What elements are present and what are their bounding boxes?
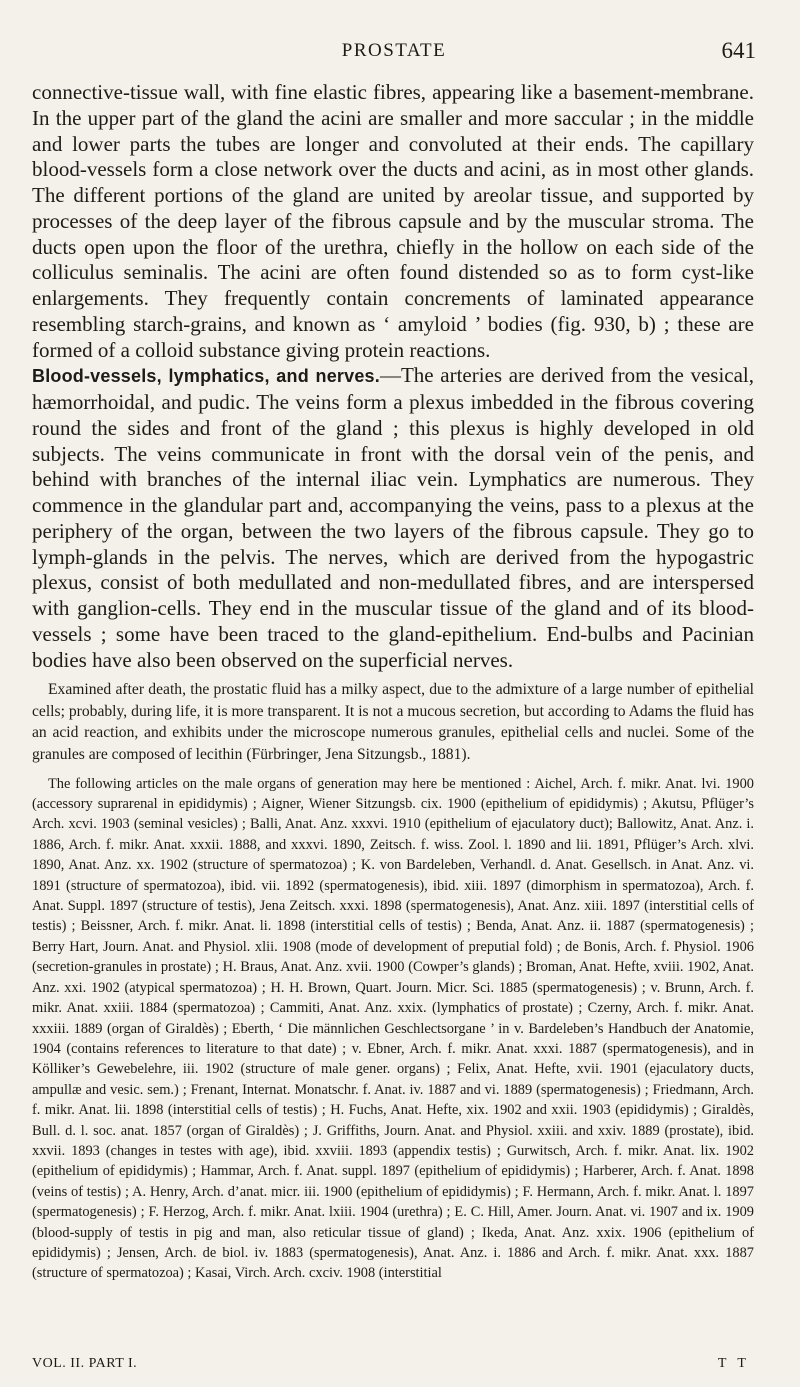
section-heading-vessels: Blood-vessels, lymphatics, and nerves. bbox=[32, 366, 380, 387]
body-paragraph-vessels bbox=[32, 363, 754, 673]
page-number: 641 bbox=[721, 38, 756, 63]
page-header bbox=[32, 38, 756, 68]
signature-mark: T T bbox=[717, 1356, 750, 1371]
vessels-text: —The arteries are derived from the vesical, hæmorrhoidal, and pudic. The veins form a plexus imbedded in the fibrous covering round the sides and front of the gland ; this plexus is highly developed in old subjects. The veins communicate in front with the dorsal vein of the penis, and behind with branches of the internal iliac vein. Lymphatics are numerous. They commence in the glandular part and, accompanying the veins, pass to a plexus at the periphery of the organ, between the two layers of the fibrous capsule. They go to lymph-glands in the pelvis. The nerves, which are derived from the hypogastric plexus, consist of both medullated and non-medullated fibres, and are interspersed with ganglion-cells. They end in the muscular tissue of the gland and of its blood-vessels ; some have been traced to the gland-epithelium. End-bulbs and Pacinian bodies have also been observed on the superficial nerves. bbox=[32, 363, 754, 672]
small-print-paragraph: Examined after death, the prostatic fluid has a milky aspect, due to the admixture of a large number of epithelial cells; probably, during life, it is more transparent. It is not a mucous secretion, but according to Adams the fluid has an acid reaction, and exhibits under the microscope numerous granules, epithelial cells and nuclei. Some of the granules are composed of lecithin (Fürbringer, Jena Sitzungsb., 1881). bbox=[32, 681, 754, 764]
volume-label: VOL. II. PART I. bbox=[32, 1356, 138, 1371]
running-head: PROSTATE bbox=[341, 40, 447, 61]
page-content bbox=[32, 80, 754, 1284]
page-footer bbox=[32, 1356, 756, 1378]
body-paragraph-structure: connective-tissue wall, with fine elastic fibres, appearing like a basement-membrane. In the upper part of the gland the acini are smaller and more saccular ; in the middle and lower parts the tubes are longer and convoluted at their ends. The capillary blood-vessels form a close network over the ducts and acini, as in most other glands. The different portions of the gland are united by areolar tissue, and supported by processes of the deep layer of the fibrous capsule and by the muscular stroma. The ducts open upon the floor of the urethra, chiefly in the hollow on each side of the colliculus seminalis. The acini are often found distended so as to form cyst-like enlargements. They frequently contain concrements of laminated appearance resembling starch-grains, and known as ‘ amyloid ’ bodies (fig. 930, b) ; these are formed of a colloid substance giving protein reactions. bbox=[32, 80, 754, 362]
references-paragraph: The following articles on the male organs of generation may here be mentioned : Aichel, Arch. f. mikr. Anat. lvi. 1900 (accessory suprarenal in epididymis) ; Aigner, Wiener Sitzungsb. cix. 1900 (epithelium of epididymis) ; Akutsu, Pflüger’s Arch. xcvi. 1903 (seminal vesicles) ; Balli, Anat. Anz. xxxvi. 1910 (epithelium of ejaculatory duct); Ballowitz, Anat. Anz. i. 1886, Arch. f. mikr. Anat. xxxii. 1888, and xxxvi. 1890, Zeitsch. f. wiss. Zool. l. 1890 and lii. 1891, Pflüger’s Arch. xlvi. 1890, Anat. Anz. xx. 1902 (structure of spermatozoa) ; K. von Bardeleben, Verhandl. d. Anat. Gesellsch. in Anat. Anz. vi. 1891 (structure of spermatozoa), ibid. vii. 1892 (spermatogenesis), ibid. xiii. 1897 (dimorphism in spermatozoa), Arch. f. Anat. Suppl. 1897 (structure of testis), Jena Zeitsch. xxxi. 1898 (spermatogenesis), Anat. Anz. xiii. 1897 (interstitial cells of testis) ; Beissner, Arch. f. mikr. Anat. li. 1898 (interstitial cells of testis) ; Benda, Anat. Anz. ii. 1887 (spermatogenesis) ; Berry Hart, Journ. Anat. and Physiol. xlii. 1908 (mode of development of preputial fold) ; de Bonis, Arch. f. Physiol. 1906 (secretion-granules in prostate) ; H. Braus, Anat. Anz. xvii. 1900 (Cowper’s glands) ; Broman, Anat. Hefte, xviii. 1902, Anat. Anz. xxi. 1902 (atypical spermatozoa) ; H. H. Brown, Quart. Journ. Micr. Sci. 1885 (spermatogenesis) ; v. Brunn, Arch. f. mikr. Anat. xxiii. 1884 (spermatozoa) ; Cammiti, Anat. Anz. xxix. (lymphatics of prostate) ; Czerny, Arch. f. mikr. Anat. xxxiii. 1889 (organ of Giraldès) ; Eberth, ‘ Die männlichen Geschlectsorgane ’ in v. Bardeleben’s Handbuch der Anatomie, 1904 (contains references to literature to that date) ; v. Ebner, Arch. f. mikr. Anat. xxxi. 1887 (spermatogenesis), and in Kölliker’s Gewebelehre, iii. 1902 (structure of male gener. organs) ; Felix, Anat. Hefte, xvii. 1901 (ejaculatory ducts, ampullæ and vesic. sem.) ; Frenant, Internat. Monatschr. f. Anat. iv. 1887 and vi. 1889 (spermatogenesis) ; Friedmann, Arch. f. mikr. Anat. lii. 1898 (interstitial cells of testis) ; H. Fuchs, Anat. Hefte, xix. 1902 and xxii. 1903 (epididymis) ; Giraldès, Bull. d. l. soc. anat. 1857 (organ of Giraldès) ; J. Griffiths, Journ. Anat. and Physiol. xxiii. and xxiv. 1889 (prostate), ibid. xxvii. 1893 (changes in testes with age), ibid. xxviii. 1893 (appendix testis) ; Gurwitsch, Arch. f. mikr. Anat. lix. 1902 (epithelium of epididymis) ; Hammar, Arch. f. Anat. suppl. 1897 (epithelium of epididymis) ; Harberer, Arch. f. Anat. 1898 (veins of testis) ; A. Henry, Arch. d’anat. micr. iii. 1900 (epithelium of epididymis) ; F. Hermann, Arch. f. mikr. Anat. l. 1897 (spermatogenesis) ; F. Herzog, Arch. f. mikr. Anat. lxiii. 1904 (urethra) ; E. C. Hill, Amer. Journ. Anat. vi. 1907 and ix. 1909 (blood-supply of testis in pig and man, also reticular tissue of gland) ; Ikeda, Anat. Anz. xxix. 1906 (epithelium of epididymis) ; Jensen, Arch. de biol. iv. 1883 (spermatogenesis), Anat. Anz. i. 1886 and Arch. f. mikr. Anat. xxx. 1887 (structure of spermatozoa) ; Kasai, Virch. Arch. cxciv. 1908 (interstitial bbox=[32, 775, 754, 1282]
